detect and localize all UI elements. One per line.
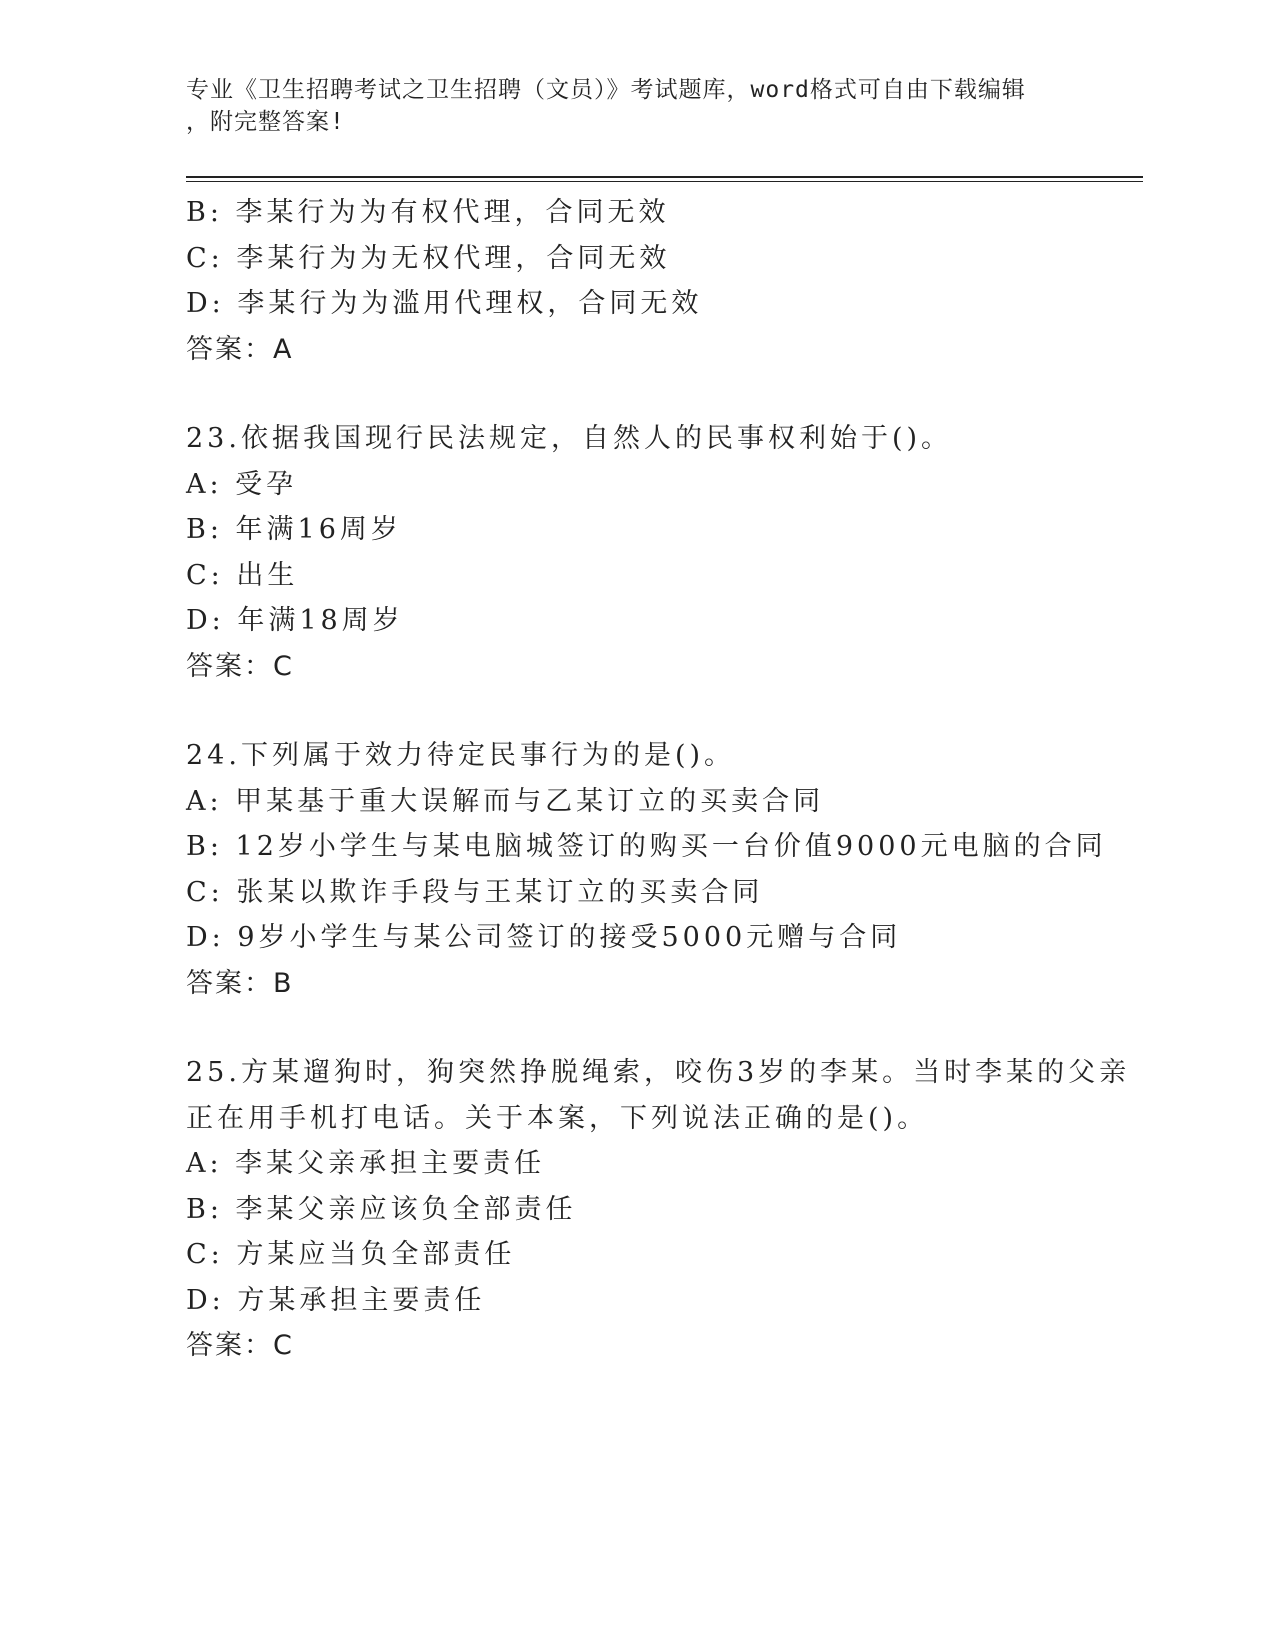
option-b: B: 李某父亲应该负全部责任 [186, 1193, 577, 1225]
question-text: 23.依据我国现行民法规定，自然人的民事权利始于()。 [186, 423, 953, 454]
spacer [186, 372, 1086, 416]
question-text: 24.下列属于效力待定民事行为的是()。 [186, 740, 736, 771]
option-c: C: 张某以欺诈手段与王某订立的买卖合同 [186, 876, 764, 908]
option-d: D: 方某承担主要责任 [186, 1284, 486, 1316]
answer-line: 答案：C [186, 650, 294, 682]
answer-line: 答案：A [186, 333, 294, 365]
option-b: B: 年满16周岁 [186, 514, 402, 545]
option-a: A: 李某父亲承担主要责任 [186, 1148, 546, 1179]
answer-line: 答案：C [186, 1330, 294, 1361]
option-b: B: 12岁小学生与某电脑城签订的购买一台价值9000元电脑的合同 [186, 831, 1107, 862]
option-c: C: 出生 [186, 559, 299, 591]
option-d: D: 李某行为为滥用代理权，合同无效 [186, 288, 703, 319]
question-text-line-1: 25.方某遛狗时，狗突然挣脱绳索，咬伤3岁的李某。当时李某的父亲 [186, 1057, 1131, 1088]
header-rule-thin [186, 181, 1143, 182]
option-c: C: 李某行为为无权代理，合同无效 [186, 242, 671, 274]
spacer [186, 689, 1086, 733]
option-c: C: 方某应当负全部责任 [186, 1239, 516, 1270]
page-header [186, 74, 1066, 138]
question-block-23 [186, 416, 1086, 689]
question-block-22-tail [186, 190, 1086, 372]
option-a: A: 甲某基于重大误解而与乙某订立的买卖合同 [186, 785, 825, 817]
answer-line: 答案：B [186, 967, 294, 999]
option-d: D: 年满18周岁 [186, 605, 404, 636]
header-rule-thick [186, 176, 1143, 178]
question-block-24 [186, 733, 1107, 1006]
option-a: A: 受孕 [186, 468, 298, 500]
option-b: B: 李某行为为有权代理，合同无效 [186, 197, 670, 228]
spacer [186, 1006, 1086, 1050]
header-line-1: 专业《卫生招聘考试之卫生招聘（文员）》考试题库，word格式可自由下载编辑 [186, 77, 1026, 103]
question-block-25 [186, 1050, 1131, 1369]
header-line-2: ，附完整答案! [186, 109, 345, 135]
question-text-line-2: 正在用手机打电话。关于本案，下列说法正确的是()。 [186, 1102, 929, 1134]
option-d: D: 9岁小学生与某公司签订的接受5000元赠与合同 [186, 922, 902, 953]
question-list [186, 190, 1131, 1369]
